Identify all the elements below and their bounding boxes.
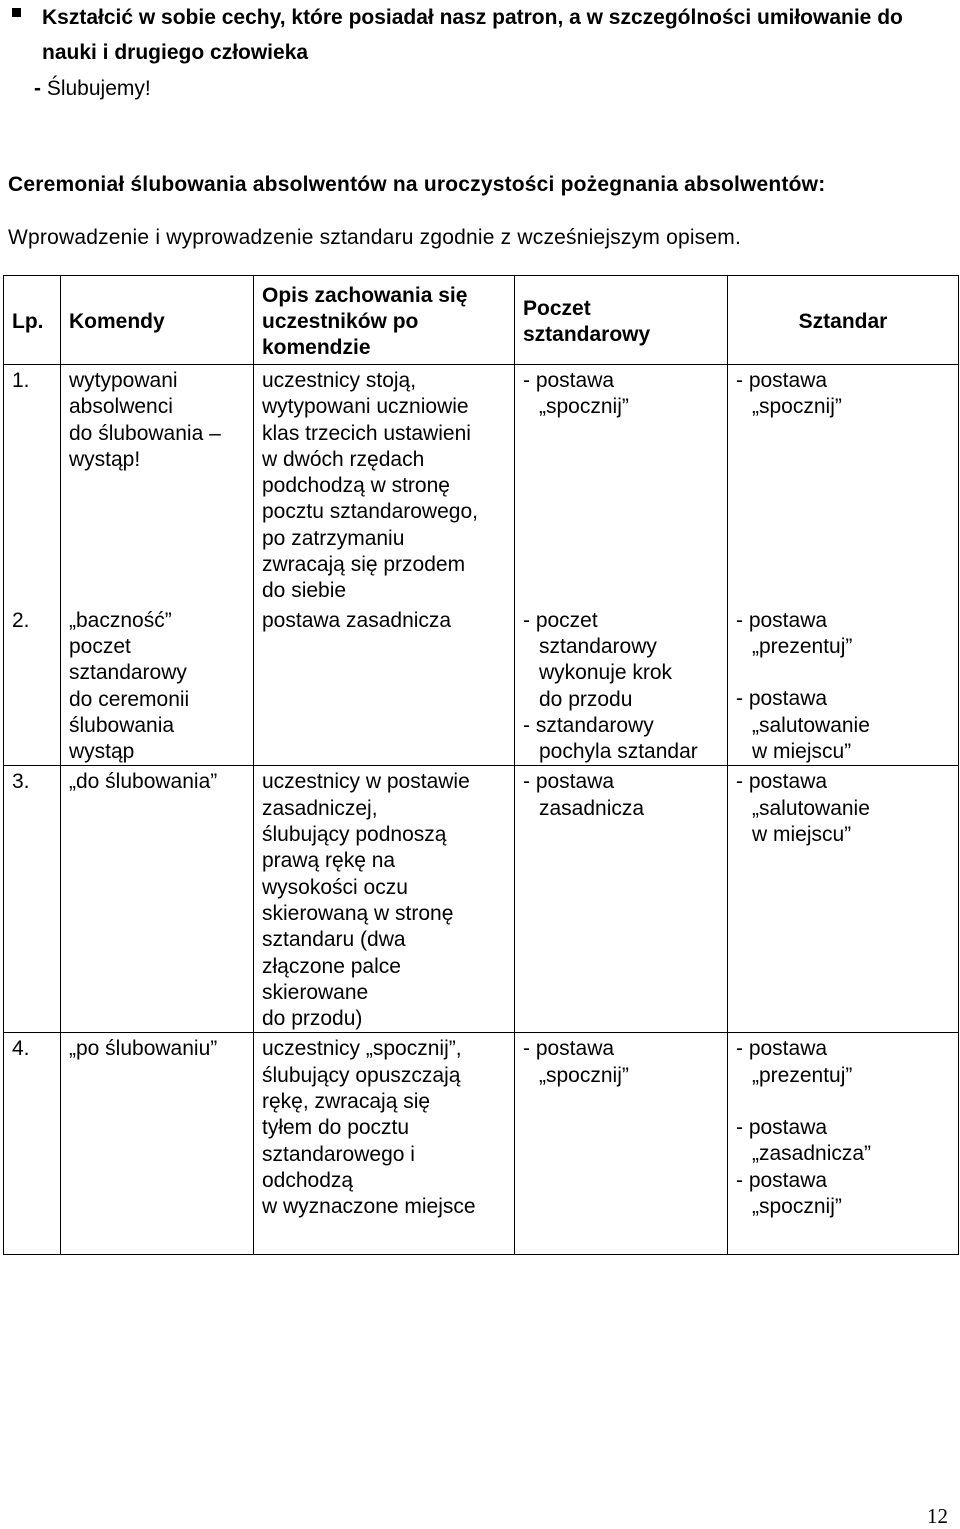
cell-line: skierowane <box>262 980 369 1004</box>
row-komendy <box>61 605 254 766</box>
cell-line: absolwenci <box>69 395 173 419</box>
cell-line: - postawa <box>523 1037 615 1061</box>
cell-line: sztandarowy <box>539 634 657 658</box>
cell-line: klas trzecich ustawieni <box>262 421 471 445</box>
cell-line: uczestnicy stoją, <box>262 369 417 392</box>
cell-line: ślubujący opuszczają <box>262 1063 461 1087</box>
cell-line: - postawa <box>523 770 615 794</box>
row-komendy <box>61 1033 254 1255</box>
cell-line: podchodzą w stronę <box>262 474 450 498</box>
ceremony-table <box>3 275 959 1255</box>
cell-line: „spocznij” <box>539 395 629 419</box>
cell-line: do ślubowania – <box>69 421 221 445</box>
cell-line: uczestnicy w postawie <box>262 770 470 794</box>
cell-line: „spocznij” <box>752 395 842 419</box>
cell-line: zwracają się przodem <box>262 553 466 577</box>
header-poczet <box>515 276 728 365</box>
cell-line: - postawa <box>736 1168 828 1192</box>
cell-line: wysokości oczu <box>262 875 408 899</box>
table-row <box>4 1033 959 1255</box>
row-opis <box>254 605 515 766</box>
cell-line: „prezentuj” <box>752 1063 853 1087</box>
cell-line: do ceremonii <box>69 687 190 711</box>
cell-line: sztandarowy <box>69 661 187 685</box>
cell-line: wystąp! <box>69 447 141 471</box>
row-sztandar <box>728 365 959 605</box>
row-sztandar <box>728 605 959 766</box>
header-opis-line: komendzie <box>262 336 371 360</box>
cell-line: skierowaną w stronę <box>262 901 454 925</box>
cell-gap <box>736 660 950 686</box>
cell-line: wystąp <box>69 740 135 764</box>
cell-line: - postawa <box>736 608 828 632</box>
cell-line: „salutowanie <box>752 713 870 737</box>
bullet-square-icon <box>12 8 21 17</box>
cell-line: rękę, zwracają się <box>262 1090 431 1114</box>
cell-line: do przodu) <box>262 1007 363 1031</box>
cell-line: - postawa <box>736 687 828 711</box>
cell-line: po zatrzymaniu <box>262 526 405 550</box>
cell-line: - postawa <box>736 1037 828 1061</box>
cell-line: uczestnicy „spocznij”, <box>262 1037 462 1061</box>
row-poczet <box>515 365 728 605</box>
row-lp: 2. <box>4 605 61 766</box>
cell-line: w wyznaczone miejsce <box>262 1195 476 1219</box>
row-komendy <box>61 766 254 1033</box>
table-row <box>4 605 959 766</box>
section-heading: Ceremoniał ślubowania absolwentów na uroczystości pożegnania absolwentów: <box>8 173 826 196</box>
cell-line: odchodzą <box>262 1168 354 1192</box>
header-poczet-line: sztandarowy <box>523 323 651 346</box>
header-sztandar: Sztandar <box>728 276 959 365</box>
cell-line: postawa zasadnicza <box>262 608 452 632</box>
header-opis <box>254 276 515 365</box>
row-lp: 1. <box>4 365 61 605</box>
cell-line: „spocznij” <box>752 1194 842 1218</box>
cell-line: wytypowani <box>69 369 178 392</box>
row-opis <box>254 365 515 605</box>
header-poczet-line: Poczet <box>523 296 591 320</box>
row-poczet <box>515 605 728 766</box>
row-komendy <box>61 365 254 605</box>
cell-line: do przodu <box>539 687 633 711</box>
cell-line: „baczność” <box>69 608 172 632</box>
cell-line: pocztu sztandarowego, <box>262 500 478 524</box>
cell-line: w miejscu” <box>752 739 852 763</box>
cell-line: „po ślubowaniu” <box>69 1037 218 1061</box>
row-sztandar <box>728 1033 959 1255</box>
cell-line: ślubowania <box>69 713 175 737</box>
cell-line: - postawa <box>736 770 828 794</box>
header-lp: Lp. <box>4 276 61 365</box>
cell-line: „salutowanie <box>752 796 870 820</box>
header-opis-line: Opis zachowania się <box>262 283 468 307</box>
cell-line: ślubujący podnoszą <box>262 823 447 847</box>
cell-line: „prezentuj” <box>752 634 853 658</box>
cell-line: w miejscu” <box>752 823 852 847</box>
cell-line: - sztandarowy <box>523 713 654 737</box>
oath-text: Ślubujemy! <box>46 77 151 100</box>
table-row <box>4 365 959 605</box>
cell-line: „zasadnicza” <box>752 1142 872 1166</box>
header-opis-line: uczestników po <box>262 309 419 333</box>
cell-line: sztandaru (dwa <box>262 928 406 952</box>
table-header-row <box>4 276 959 365</box>
oath-line <box>34 71 151 106</box>
row-opis <box>254 766 515 1033</box>
cell-line: - poczet <box>523 608 598 632</box>
bullet-text: Kształcić w sobie cechy, które posiadał nasz patron, a w szczególności umiłowanie do nauki i drugiego człowieka <box>42 6 903 64</box>
cell-line: w dwóch rzędach <box>262 447 425 471</box>
row-lp: 3. <box>4 766 61 1033</box>
cell-line: „do ślubowania” <box>69 770 218 794</box>
cell-line: wytypowani uczniowie <box>262 395 469 419</box>
row-poczet <box>515 766 728 1033</box>
row-sztandar <box>728 766 959 1033</box>
cell-line: - postawa <box>736 1116 828 1140</box>
cell-line: - postawa <box>523 369 615 392</box>
cell-line: tyłem do pocztu <box>262 1116 410 1140</box>
cell-gap <box>736 1089 950 1115</box>
table-row <box>4 766 959 1033</box>
cell-line: - postawa <box>736 369 828 392</box>
cell-line: pochyla sztandar <box>539 740 698 764</box>
oath-dash: - <box>34 77 47 100</box>
row-opis <box>254 1033 515 1255</box>
header-komendy: Komendy <box>61 276 254 365</box>
cell-line: sztandarowego i <box>262 1142 415 1166</box>
row-poczet <box>515 1033 728 1255</box>
intro-paragraph: Wprowadzenie i wyprowadzenie sztandaru zgodnie z wcześniejszym opisem. <box>8 226 741 249</box>
cell-line: „spocznij” <box>539 1063 629 1087</box>
cell-line: zasadniczej, <box>262 796 378 820</box>
cell-line: wykonuje krok <box>539 661 673 685</box>
row-lp: 4. <box>4 1033 61 1255</box>
cell-line: do siebie <box>262 579 347 603</box>
cell-line: prawą rękę na <box>262 849 396 873</box>
page-number: 12 <box>927 1504 948 1528</box>
cell-line: złączone palce <box>262 954 401 978</box>
cell-line: poczet <box>69 634 131 658</box>
cell-line: zasadnicza <box>539 796 645 820</box>
